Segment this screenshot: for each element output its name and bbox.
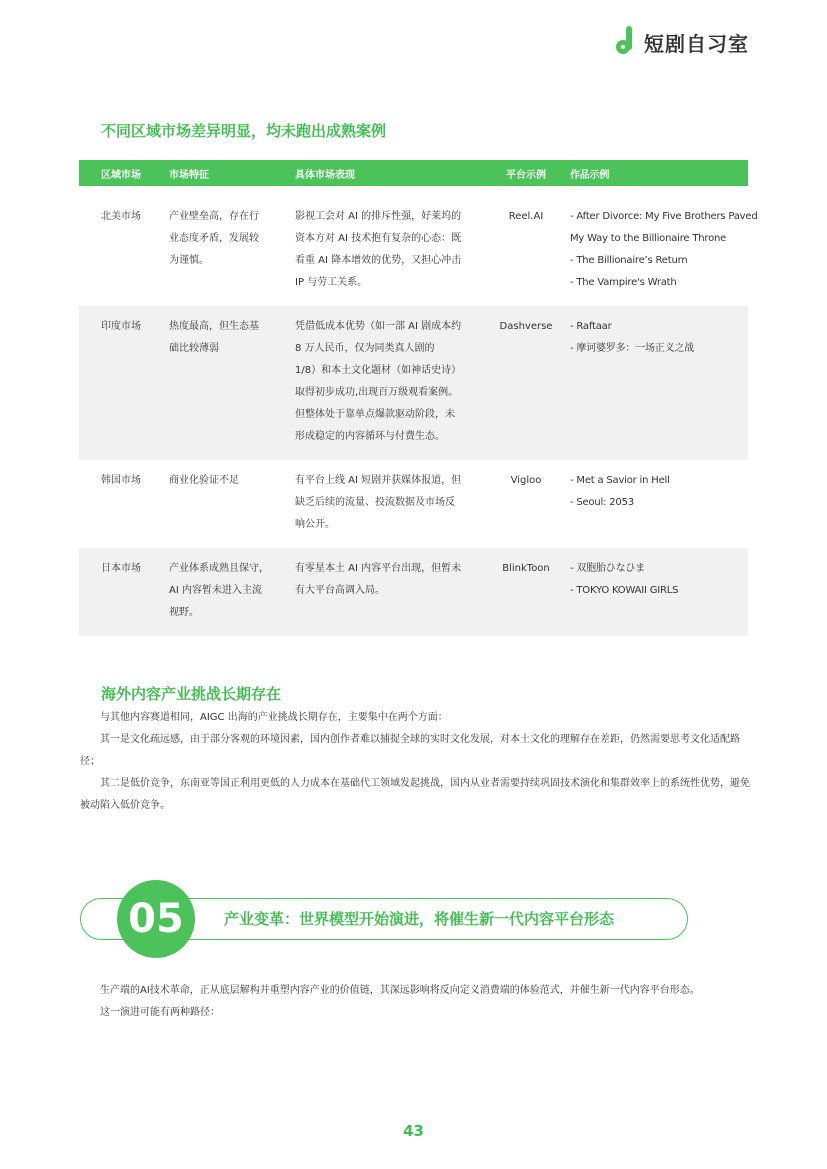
chapter-title: 产业变革：世界模型开始演进，将催生新一代内容平台形态 [224,910,615,928]
cell-works-line: - After Divorce: My Five Brothers Paved [570,211,758,222]
cell-platform: BlinkToon [502,563,550,574]
cell-platform: Vigloo [510,475,542,486]
table-row [79,548,748,636]
cell-performance-line: 1/8）和本土文化题材（如神话史诗） [295,365,462,376]
cell-performance [295,558,482,624]
header-works: 作品示例 [570,169,610,181]
cell-region: 北美市场 [101,211,141,222]
cell-performance-line: 影视工会对 AI 的排斥性强，好莱坞的 [295,211,462,222]
header-region: 区域市场 [101,169,141,181]
cell-works-line: - Raftaar [570,321,612,332]
cell-region: 印度市场 [101,321,141,332]
market-table [79,160,758,636]
cell-feature [169,206,295,294]
chapter-body [80,980,750,1024]
section-title-markets: 不同区域市场差异明显，均未跑出成熟案例 [101,122,387,140]
chapter-number: 05 [117,880,195,958]
cell-performance-line: 有大平台高调入局。 [295,585,385,596]
cell-works-line: - The Vampire's Wrath [570,277,677,288]
cell-feature-line: 商业化验证不足 [169,475,239,486]
cell-performance-line: 看重 AI 降本增效的优势，又担心冲击 [295,255,462,266]
cell-performance-line: 资本方对 AI 技术抱有复杂的心态：既 [295,233,462,244]
header-feature: 市场特征 [169,169,209,181]
cell-works-line: - 双胞胎ひなひま [570,563,645,574]
cell-feature-line: 热度最高，但生态基 [169,321,259,332]
cell-performance-line: 凭借低成本优势（如一部 AI 剧成本约 [295,321,462,332]
logo-text: 短剧自习室 [644,31,749,56]
cell-region: 日本市场 [101,563,141,574]
cell-region: 韩国市场 [101,475,141,486]
table-header [79,160,748,186]
cell-feature-line: 础比较薄弱 [169,343,219,354]
challenge-point-1: 其一是文化疏远感，由于部分客观的环境因素，国内创作者难以捕捉全球的实时文化发展，对本土文化的理解存在差距，仍然需要思考文化适配路径； [80,734,740,767]
cell-performance-line: 取得初步成功,出现百万级观看案例。 [295,387,459,398]
cell-works-line: - Seoul: 2053 [570,497,634,508]
cell-works [570,558,748,624]
cell-works [570,206,758,294]
cell-feature-line: 为谨慎。 [169,255,209,266]
section-title-challenges: 海外内容产业挑战长期存在 [101,685,282,703]
cell-feature-line: AI 内容暂未进入主流 [169,585,262,596]
challenges-intro: 与其他内容赛道相同，AIGC 出海的产业挑战长期存在，主要集中在两个方面： [100,712,448,723]
header-performance: 具体市场表现 [295,169,355,181]
cell-performance-line: 有零星本土 AI 内容平台出现，但暂未 [295,563,462,574]
cell-feature [169,316,295,448]
page-number: 43 [403,1122,424,1140]
logo-icon [616,26,638,58]
cell-feature-line: 视野。 [169,607,199,618]
cell-performance-line: 形成稳定的内容循环与付费生态。 [295,431,445,442]
cell-feature [169,558,295,624]
chapter-body-2: 这一演进可能有两种路径： [100,1007,220,1018]
cell-works [570,470,748,536]
cell-performance-line: 响公开。 [295,519,335,530]
challenges-body [80,707,750,817]
cell-performance-line: 有平台上线 AI 短剧并获媒体报道，但 [295,475,462,486]
chapter-body-1: 生产端的AI技术革命，正从底层解构并重塑内容产业的价值链，其深远影响将反向定义消费端的体验范式，并催生新一代内容平台形态。 [100,985,700,996]
cell-performance [295,206,482,294]
cell-works-line: - The Billionaire’s Return [570,255,688,266]
cell-feature-line: 产业体系成熟且保守， [169,563,269,574]
cell-works-line: My Way to the Billionaire Throne [570,233,727,244]
table-row [79,460,748,548]
cell-works [570,316,748,448]
cell-feature-line: 产业壁垒高，存在行 [169,211,259,222]
cell-works-line: - Met a Savior in Hell [570,475,670,486]
cell-performance-line: IP 与劳工关系。 [295,277,368,288]
table-row [79,186,758,306]
cell-performance-line: 但整体处于靠单点爆款驱动阶段，未 [295,409,455,420]
cell-platform: Dashverse [499,321,553,332]
cell-performance-line: 8 万人民币，仅为同类真人剧的 [295,343,435,354]
cell-works-line: - TOKYO KOWAII GIRLS [570,585,679,596]
brand-logo [616,26,749,58]
cell-platform: Reel.AI [508,211,544,222]
header-platform: 平台示例 [506,169,546,181]
cell-works-line: - 摩诃婆罗多：一场正义之战 [570,343,694,354]
cell-performance [295,470,482,536]
cell-performance-line: 缺乏后续的流量、投流数据及市场反 [295,497,455,508]
cell-performance [295,316,482,448]
cell-feature-line: 业态度矛盾，发展较 [169,233,259,244]
cell-feature [169,470,295,536]
challenge-point-2: 其二是低价竞争，东南亚等国正利用更低的人力成本在基础代工领域发起挑战，国内从业者需要持续巩固技术演化和集群效率上的系统性优势，避免被动陷入低价竞争。 [80,778,750,811]
table-row [79,306,748,460]
